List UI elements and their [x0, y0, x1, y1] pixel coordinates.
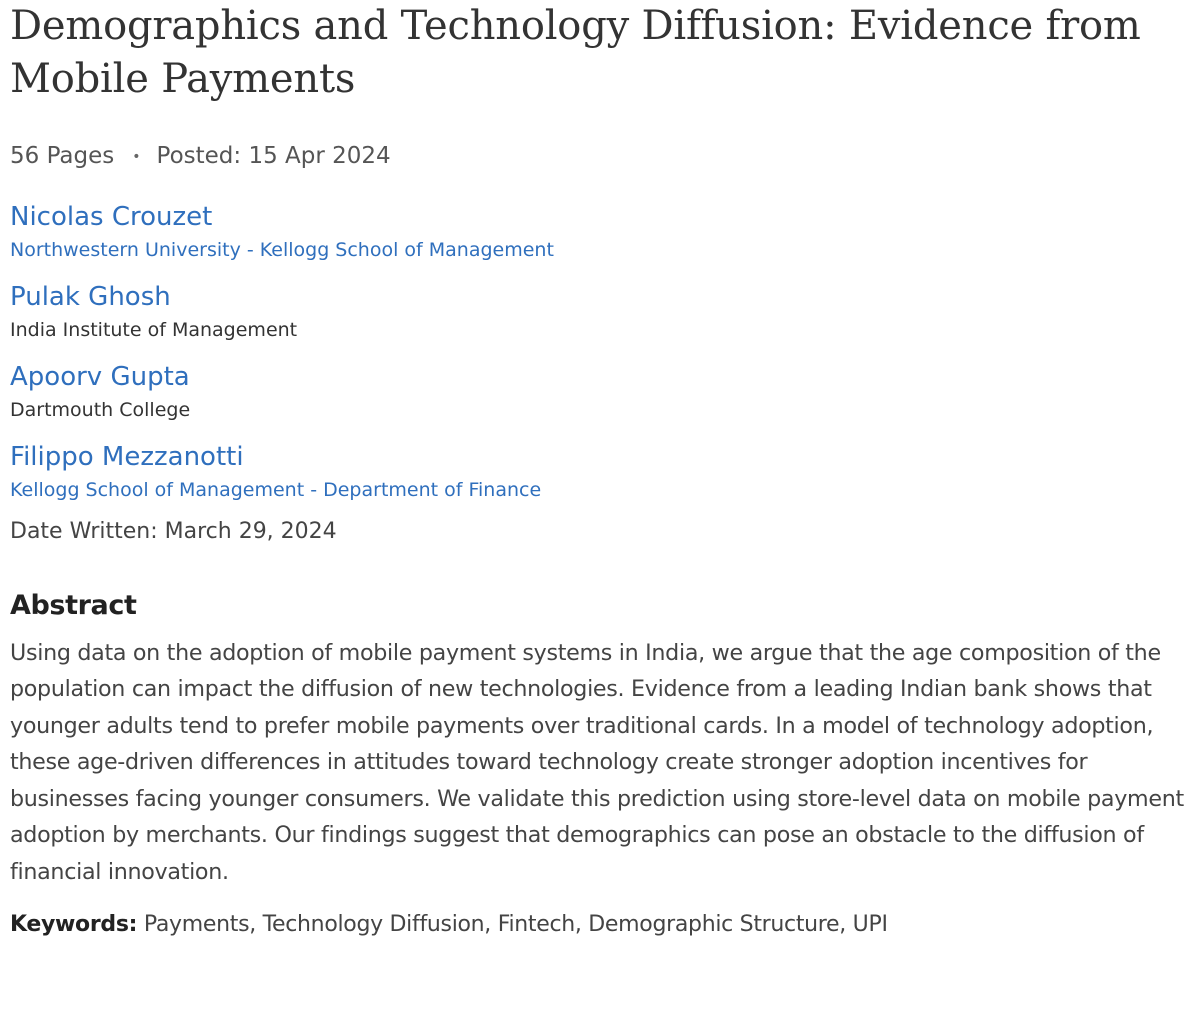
author-link-mezzanotti[interactable]: Filippo Mezzanotti: [10, 441, 244, 472]
author-link-ghosh[interactable]: Pulak Ghosh: [10, 281, 171, 312]
affiliation-link-crouzet[interactable]: Northwestern University - Kellogg School of Management: [10, 238, 554, 261]
posted-date: Posted: 15 Apr 2024: [156, 143, 391, 169]
affiliation-link-mezzanotti[interactable]: Kellogg School of Management - Department of Finance: [10, 478, 542, 501]
paper-title: Demographics and Technology Diffusion: Evidence from Mobile Payments: [10, 3, 1141, 102]
date-written: Date Written: March 29, 2024: [10, 518, 337, 544]
author-item: [10, 200, 1190, 264]
author-item: [10, 440, 1190, 504]
author-link-gupta[interactable]: Apoorv Gupta: [10, 361, 190, 392]
author-item: [10, 360, 1190, 424]
paper-page: [10, 0, 1190, 939]
keywords-label: Keywords:: [10, 911, 138, 937]
author-link-crouzet[interactable]: Nicolas Crouzet: [10, 201, 213, 232]
abstract-heading: Abstract: [10, 589, 137, 621]
author-list: [10, 200, 1190, 504]
keywords-value: Payments, Technology Diffusion, Fintech, Demographic Structure, UPI: [137, 911, 888, 937]
paper-meta: [10, 142, 1190, 171]
abstract-text: Using data on the adoption of mobile payment systems in India, we argue that the age composition of the population can impact the diffusion of new technologies. Evidence from a leading Indian bank shows that younger adults tend to prefer mobile payments over traditional cards. In a model of technology adoption, these age-driven differences in attitudes toward technology create stronger adoption incentives for businesses facing younger consumers. We validate this prediction using store-level data on mobile payment adoption by merchants. Our findings suggest that demographics can pose an obstacle to the diffusion of financial innovation.: [10, 639, 1184, 886]
author-item: [10, 280, 1190, 344]
affiliation-gupta: Dartmouth College: [10, 398, 191, 421]
page-count: 56 Pages: [10, 143, 115, 169]
keywords: [10, 911, 1190, 939]
affiliation-ghosh: India Institute of Management: [10, 318, 298, 341]
meta-separator: •: [132, 148, 141, 165]
